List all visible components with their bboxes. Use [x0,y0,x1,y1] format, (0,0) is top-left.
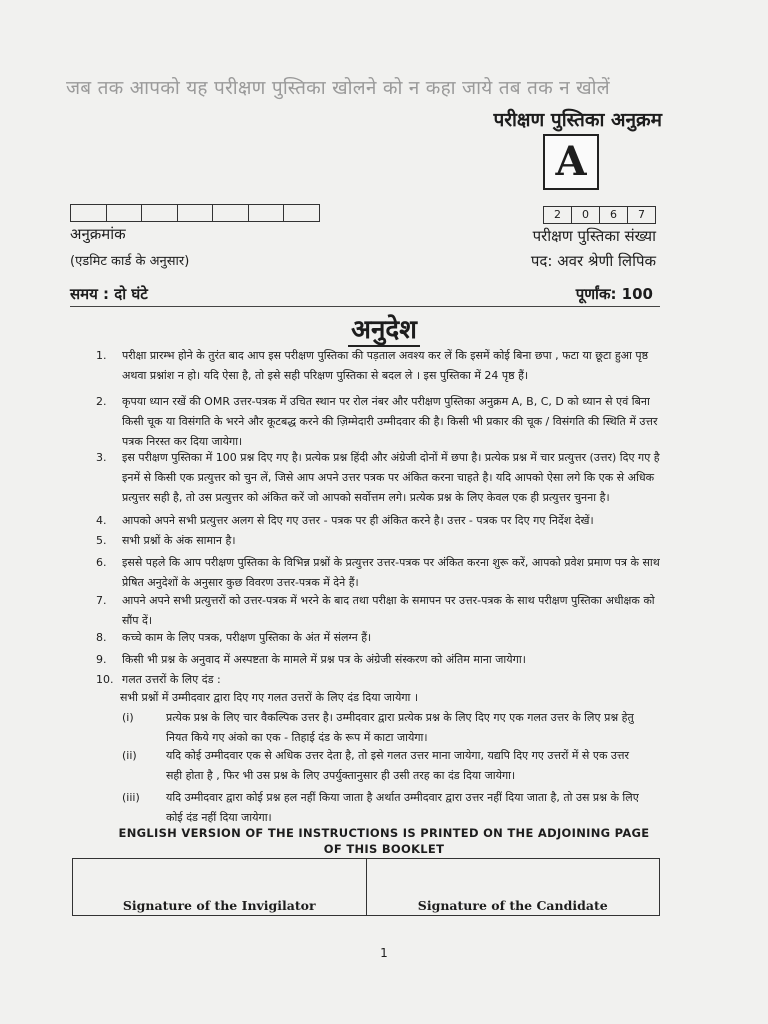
instruction-item: 2. कृपया ध्यान रखें की OMR उत्तर-पत्रक में उचित स्थान पर रोल नंबर और परीक्षण पुस्तिका अनुक्रम A, B, C, D को ध्यान से एवं बिना किसी चूक या विसंगति के भरने और कूटबद्ध करने की ज़िम्मेदारी उम्मीदवार की है। किसी भी प्रकार की चूक / विसंगति की स्थिति में उत्तर पत्रक निरस्त कर दिया जायेगा। [96,395,658,448]
roll-number-cell[interactable] [212,205,248,221]
booklet-series-box: A [543,134,599,190]
booklet-number-digit: 0 [571,207,599,223]
instruction-item: 3. इस परीक्षण पुस्तिका में 100 प्रश्न दिए गए है। प्रत्येक प्रश्न हिंदी और अंग्रेजी दोनों में छपा है। प्रत्येक प्रश्न में चार प्रत्युत्तर (उत्तर) दिए गए है इनमें से किसी एक प्रत्युत्तर को चुन लें, जिसे आप अपने उत्तर पत्रक पर अंकित करना चाहते है। यदि आपको ऐसा लगे कि एक से अधिक प्रत्युत्तर सही है, तो उस प्रत्युत्तर को अंकित करें जो आपको सर्वोत्तम लगे। प्रत्येक प्रश्न के लिए केवल एक ही प्रत्युत्तर चुनना है। [96,451,660,504]
booklet-number-label: परीक्षण पुस्तिका संख्या [532,227,656,245]
booklet-sequence-label: परीक्षण पुस्तिका अनुक्रम [493,109,662,131]
signature-table [72,858,660,916]
instruction-item: 8. कच्चे काम के लिए पत्रक, परीक्षण पुस्तिका के अंत में संलग्न हैं। [96,631,372,644]
penalty-intro: सभी प्रश्नों में उम्मीदवार द्वारा दिए गए गलत उत्तरों के लिए दंड दिया जायेगा । [120,691,419,704]
roll-number-cell[interactable] [177,205,213,221]
admit-card-note: (एडमिट कार्ड के अनुसार) [70,254,190,269]
booklet-number-digit: 2 [554,208,561,221]
candidate-signature-label: Signature of the Candidate [417,898,608,913]
invigilator-signature-box[interactable] [73,859,366,915]
penalty-rule: (iii) यदि उम्मीदवार द्वारा कोई प्रश्न हल नहीं किया जाता है अर्थात उम्मीदवार द्वारा उत्तर नहीं दिया जाता है, तो उस प्रश्न के लिए कोई दंड नहीं दिया जायेगा। [122,791,639,824]
booklet-number-digit: 6 [599,207,627,223]
time-label: समय : दो घंटे [70,285,148,303]
roll-number-cell[interactable] [141,205,177,221]
instruction-item: 1. परीक्षा प्रारम्भ होने के तुरंत बाद आप इस परीक्षण पुस्तिका की पड़ताल अवश्य कर लें कि इसमें कोई बिना छपा , फटा या छूटा हुआ पृष्ठ अथवा प्रश्नांश न हो। यदि ऐसा है, तो इसे सही परिक्षण पुस्तिका से बदल ले । इस पुस्तिका में 24 पृष्ठ हैं। [96,349,649,382]
english-version-note: ENGLISH VERSION OF THE INSTRUCTIONS IS PRINTED ON THE ADJOINING PAGE [118,826,650,840]
booklet-number-grid [543,206,656,224]
roll-number-cell[interactable] [283,205,319,221]
header-divider [70,306,660,307]
roll-number-cell[interactable] [106,205,142,221]
post-label: पद: अवर श्रेणी लिपिक [530,252,656,270]
booklet-number-digit: 7 [627,207,655,223]
page-number: 1 [380,946,388,960]
roll-number-cell[interactable] [248,205,284,221]
total-marks-label: पूर्णांक: 100 [575,285,653,303]
do-not-open-warning: जब तक आपको यह परीक्षण पुस्तिका खोलने को न कहा जाये तब तक न खोलें [66,77,610,99]
instruction-item: 10. गलत उत्तरों के लिए दंड : [96,673,221,686]
penalty-rule: (ii) यदि कोई उम्मीदवार एक से अधिक उत्तर देता है, तो इसे गलत उत्तर माना जायेगा, यद्यपि दिए गए उत्तरों में से एक उत्तर सही होता है , फिर भी उस प्रश्न के लिए उपर्युक्तानुसार ही उसी तरह का दंड दिया जायेगा। [122,749,630,782]
penalty-rule: (i) प्रत्येक प्रश्न के लिए चार वैकल्पिक उत्तर है। उम्मीदवार द्वारा प्रत्येक प्रश्न के लिए दिए गए एक गलत उत्तर के लिए प्रश्न हेतु नियत किये गए अंको का एक - तिहाई दंड के रूप में काटा जायेगा। [122,711,634,744]
roll-number-grid[interactable] [70,204,320,222]
instruction-item: 9. किसी भी प्रश्न के अनुवाद में अस्पष्टता के मामले में प्रश्न पत्र के अंग्रेजी संस्करण को अंतिम माना जायेगा। [96,653,526,666]
candidate-signature-box[interactable] [366,859,660,915]
instruction-item: 4. आपको अपने सभी प्रत्युत्तर अलग से दिए गए उत्तर - पत्रक पर ही अंकित करने है। उत्तर - पत्रक पर दिए गए निर्देश देखें। [96,514,594,527]
invigilator-signature-label: Signature of the Invigilator [122,898,316,913]
english-version-note-cont: OF THIS BOOKLET [323,842,445,856]
instruction-item: 5. सभी प्रश्नों के अंक सामान है। [96,534,236,547]
instructions-heading: अनुदेश [0,310,768,346]
roll-number-cell[interactable] [71,205,106,221]
roll-number-label: अनुक्रमांक [70,225,126,243]
instruction-item: 7. आपने अपने सभी प्रत्युत्तरों को उत्तर-पत्रक में भरने के बाद तथा परीक्षा के समापन पर उत्तर-पत्रक के साथ परीक्षण पुस्तिका अधीक्षक को सौंप दें। [96,594,655,627]
instruction-item: 6. इससे पहले कि आप परीक्षण पुस्तिका के विभिन्न प्रश्नों के प्रत्युत्तर उत्तर-पत्रक पर अंकित करना शुरू करें, आपको प्रवेश प्रमाण पत्र के साथ प्रेषित अनुदेशों के अनुसार कुछ विवरण उत्तर-पत्रक में देने हैं। [96,556,660,589]
